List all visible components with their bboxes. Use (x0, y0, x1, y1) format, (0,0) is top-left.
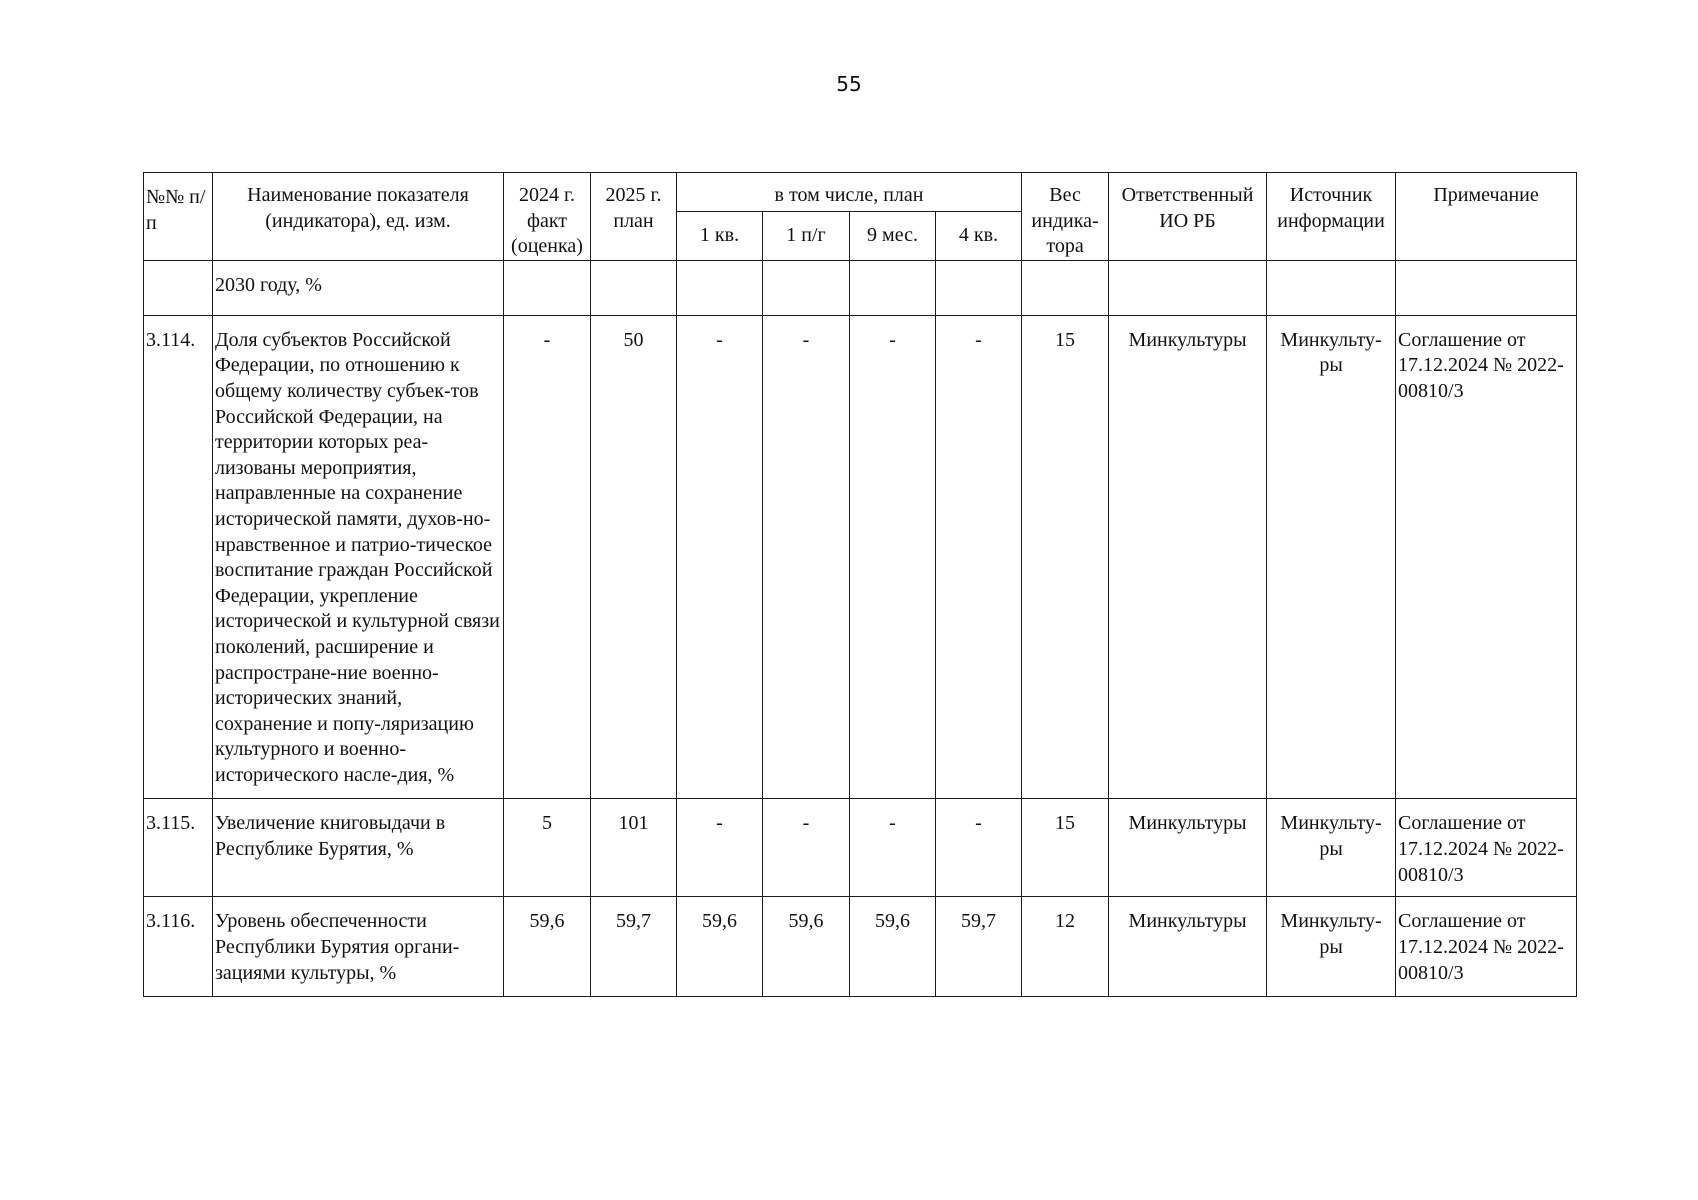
cell-name: Уровень обеспеченности Республики Бурятия органи-зациями культуры, % (213, 897, 504, 997)
cell-plan2025: 59,7 (591, 897, 677, 997)
cell-plan2025 (591, 260, 677, 315)
cell-source: Минкульту-ры (1267, 799, 1396, 897)
header-source: Источник информации (1267, 173, 1396, 261)
cell-responsible: Минкультуры (1109, 897, 1267, 997)
header-weight: Вес индика-тора (1022, 173, 1109, 261)
cell-responsible: Минкультуры (1109, 315, 1267, 799)
cell-m9: - (850, 315, 936, 799)
cell-weight: 15 (1022, 799, 1109, 897)
cell-q4: - (936, 799, 1022, 897)
cell-weight: 15 (1022, 315, 1109, 799)
header-responsible: Ответственный ИО РБ (1109, 173, 1267, 261)
cell-fact2024: - (504, 315, 591, 799)
header-plan2025: 2025 г. план (591, 173, 677, 261)
header-num: №№ п/п (144, 173, 213, 261)
cell-h1: - (763, 799, 850, 897)
cell-responsible (1109, 260, 1267, 315)
header-q4: 4 кв. (936, 211, 1022, 260)
cell-m9: - (850, 799, 936, 897)
cell-q4: - (936, 315, 1022, 799)
cell-weight (1022, 260, 1109, 315)
cell-q1: - (677, 315, 763, 799)
cell-note: Соглашение от 17.12.2024 № 2022-00810/3 (1396, 315, 1577, 799)
header-row (144, 173, 1577, 212)
cell-m9 (850, 260, 936, 315)
cell-h1: 59,6 (763, 897, 850, 997)
header-fact2024: 2024 г. факт (оценка) (504, 173, 591, 261)
cell-note (1396, 260, 1577, 315)
cell-h1 (763, 260, 850, 315)
cell-weight: 12 (1022, 897, 1109, 997)
table-row (144, 897, 1577, 997)
cell-num: 3.116. (144, 897, 213, 997)
cell-note: Соглашение от 17.12.2024 № 2022-00810/3 (1396, 799, 1577, 897)
header-incl-plan: в том числе, план (677, 173, 1022, 212)
header-h1: 1 п/г (763, 211, 850, 260)
table-row (144, 799, 1577, 897)
cell-fact2024: 59,6 (504, 897, 591, 997)
cell-source: Минкульту-ры (1267, 897, 1396, 997)
cell-num (144, 260, 213, 315)
cell-m9: 59,6 (850, 897, 936, 997)
header-note: Примечание (1396, 173, 1577, 261)
header-name: Наименование показателя (индикатора), ед. изм. (213, 173, 504, 261)
cell-q4 (936, 260, 1022, 315)
cell-h1: - (763, 315, 850, 799)
cell-num: 3.114. (144, 315, 213, 799)
cell-plan2025: 101 (591, 799, 677, 897)
cell-name: 2030 году, % (213, 260, 504, 315)
header-q1: 1 кв. (677, 211, 763, 260)
cell-source (1267, 260, 1396, 315)
cell-note: Соглашение от 17.12.2024 № 2022-00810/3 (1396, 897, 1577, 997)
cell-name: Увеличение книговыдачи в Республике Бурятия, % (213, 799, 504, 897)
cell-source: Минкульту-ры (1267, 315, 1396, 799)
cell-q1: 59,6 (677, 897, 763, 997)
cell-responsible: Минкультуры (1109, 799, 1267, 897)
cell-q1 (677, 260, 763, 315)
cell-name: Доля субъектов Российской Федерации, по отношению к общему количеству субъек-тов Российской Федерации, на территории которых реа-лизованы мероприятия, направленные на сохранение исторической памяти, духов-но- нравственное и патрио-тическое воспитание граждан Российской Федерации, укрепление исторической и культурной связи поколений, расширение и распростране-ние военно-исторических знаний, сохранение и попу-ляризацию культурного и военно-исторического насле-дия, % (213, 315, 504, 799)
cell-fact2024: 5 (504, 799, 591, 897)
cell-fact2024 (504, 260, 591, 315)
table-row (144, 260, 1577, 315)
header-m9: 9 мес. (850, 211, 936, 260)
page-number: 55 (836, 72, 862, 96)
table-row (144, 315, 1577, 799)
cell-num: 3.115. (144, 799, 213, 897)
cell-q1: - (677, 799, 763, 897)
indicators-table (143, 172, 1577, 997)
cell-q4: 59,7 (936, 897, 1022, 997)
cell-plan2025: 50 (591, 315, 677, 799)
